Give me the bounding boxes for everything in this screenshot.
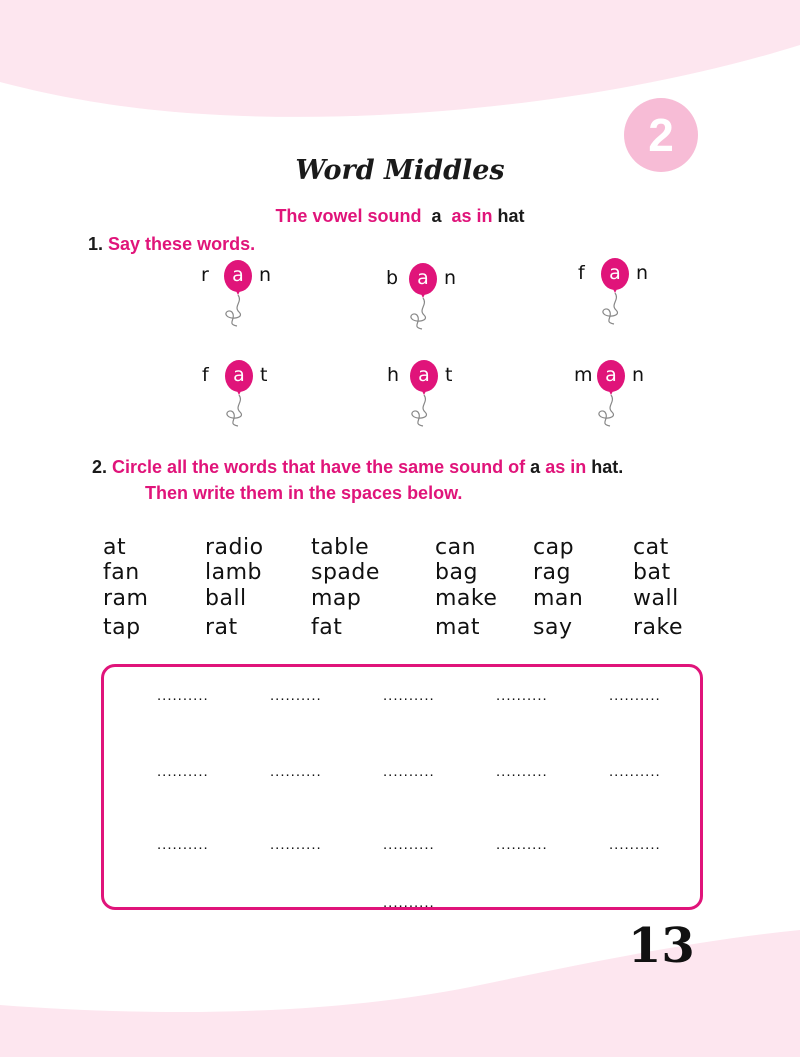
balloon-letter-before: f xyxy=(202,364,209,386)
exercise1-text: Say these words. xyxy=(108,234,256,254)
exercise2-number: 2. xyxy=(92,457,108,477)
page-number: 13 xyxy=(628,918,695,974)
word-item[interactable]: rat xyxy=(205,615,238,640)
word-item[interactable]: can xyxy=(435,535,477,560)
word-item[interactable]: make xyxy=(435,586,498,611)
answer-blank[interactable]: .......... xyxy=(270,763,322,780)
balloon-letter-after: n xyxy=(259,264,272,286)
balloon-vowel: a xyxy=(418,364,430,386)
balloon-icon xyxy=(596,362,630,522)
answer-blank[interactable]: .......... xyxy=(157,687,209,704)
balloon-vowel: a xyxy=(232,264,244,286)
exercise2-text: Circle all the words that have the same sound of xyxy=(112,457,526,477)
answer-blank[interactable]: .......... xyxy=(270,687,322,704)
word-item[interactable]: rake xyxy=(633,615,684,640)
word-item[interactable]: say xyxy=(533,615,573,640)
word-item[interactable]: bat xyxy=(633,560,671,585)
page-title: Word Middles xyxy=(295,155,505,186)
exercise1-number: 1. xyxy=(88,234,104,254)
word-item[interactable]: fan xyxy=(103,560,140,585)
word-item[interactable]: lamb xyxy=(205,560,262,585)
answer-blank[interactable]: .......... xyxy=(609,836,661,853)
word-item[interactable]: rag xyxy=(533,560,571,585)
lesson-number-badge: 2 xyxy=(624,98,698,172)
balloon-letter-before: b xyxy=(386,267,399,289)
answer-blank[interactable]: .......... xyxy=(609,763,661,780)
balloon-vowel: a xyxy=(233,364,245,386)
exercise2-instruction-line2: Then write them in the spaces below. xyxy=(145,483,463,503)
balloon-word xyxy=(568,362,658,522)
balloon-letter-after: n xyxy=(632,364,645,386)
word-item[interactable]: ball xyxy=(205,586,247,611)
exercise1-instruction xyxy=(88,234,255,255)
answer-blank[interactable]: .......... xyxy=(496,687,548,704)
word-item[interactable]: at xyxy=(103,535,127,560)
exercise2-vowel: a xyxy=(530,457,541,477)
balloon-letter-before: r xyxy=(201,264,209,286)
subtitle-vowel: a xyxy=(431,206,442,226)
balloon-vowel: a xyxy=(417,267,429,289)
word-item[interactable]: mat xyxy=(435,615,481,640)
answer-blank[interactable]: .......... xyxy=(383,763,435,780)
word-item[interactable]: wall xyxy=(633,586,679,611)
subtitle-example: hat xyxy=(497,206,525,226)
balloon-vowel: a xyxy=(609,262,621,284)
word-item[interactable]: ram xyxy=(103,586,149,611)
word-item[interactable]: bag xyxy=(435,560,478,585)
balloon-letter-before: h xyxy=(387,364,400,386)
exercise2-as-in: as in xyxy=(545,457,587,477)
answer-blank[interactable]: .......... xyxy=(270,836,322,853)
word-item[interactable]: spade xyxy=(311,560,380,585)
subtitle-as-in: as in xyxy=(451,206,493,226)
answer-blank[interactable]: .......... xyxy=(157,836,209,853)
word-item[interactable]: tap xyxy=(103,615,141,640)
word-item[interactable]: table xyxy=(311,535,370,560)
balloon-letter-after: n xyxy=(636,262,649,284)
answer-blank[interactable]: .......... xyxy=(383,687,435,704)
subtitle xyxy=(0,206,800,227)
balloon-letter-after: t xyxy=(445,364,453,386)
exercise2-example: hat. xyxy=(591,457,624,477)
balloon-letter-after: n xyxy=(444,267,457,289)
subtitle-text: The vowel sound xyxy=(275,206,422,226)
answer-blank[interactable]: .......... xyxy=(383,894,435,911)
word-item[interactable]: man xyxy=(533,586,584,611)
word-item[interactable]: radio xyxy=(205,535,264,560)
word-item[interactable]: map xyxy=(311,586,362,611)
answer-blank[interactable]: .......... xyxy=(383,836,435,853)
balloon-vowel: a xyxy=(605,364,617,386)
exercise2-instruction-line1 xyxy=(92,457,623,478)
balloon-letter-after: t xyxy=(260,364,268,386)
answer-blank[interactable]: .......... xyxy=(609,687,661,704)
balloon-letter-before: f xyxy=(578,262,585,284)
balloon-letter-before: m xyxy=(574,364,593,386)
word-item[interactable]: fat xyxy=(311,615,343,640)
answer-blank[interactable]: .......... xyxy=(496,763,548,780)
answer-blank[interactable]: .......... xyxy=(157,763,209,780)
answer-blank[interactable]: .......... xyxy=(496,836,548,853)
word-item[interactable]: cat xyxy=(633,535,669,560)
word-item[interactable]: cap xyxy=(533,535,575,560)
